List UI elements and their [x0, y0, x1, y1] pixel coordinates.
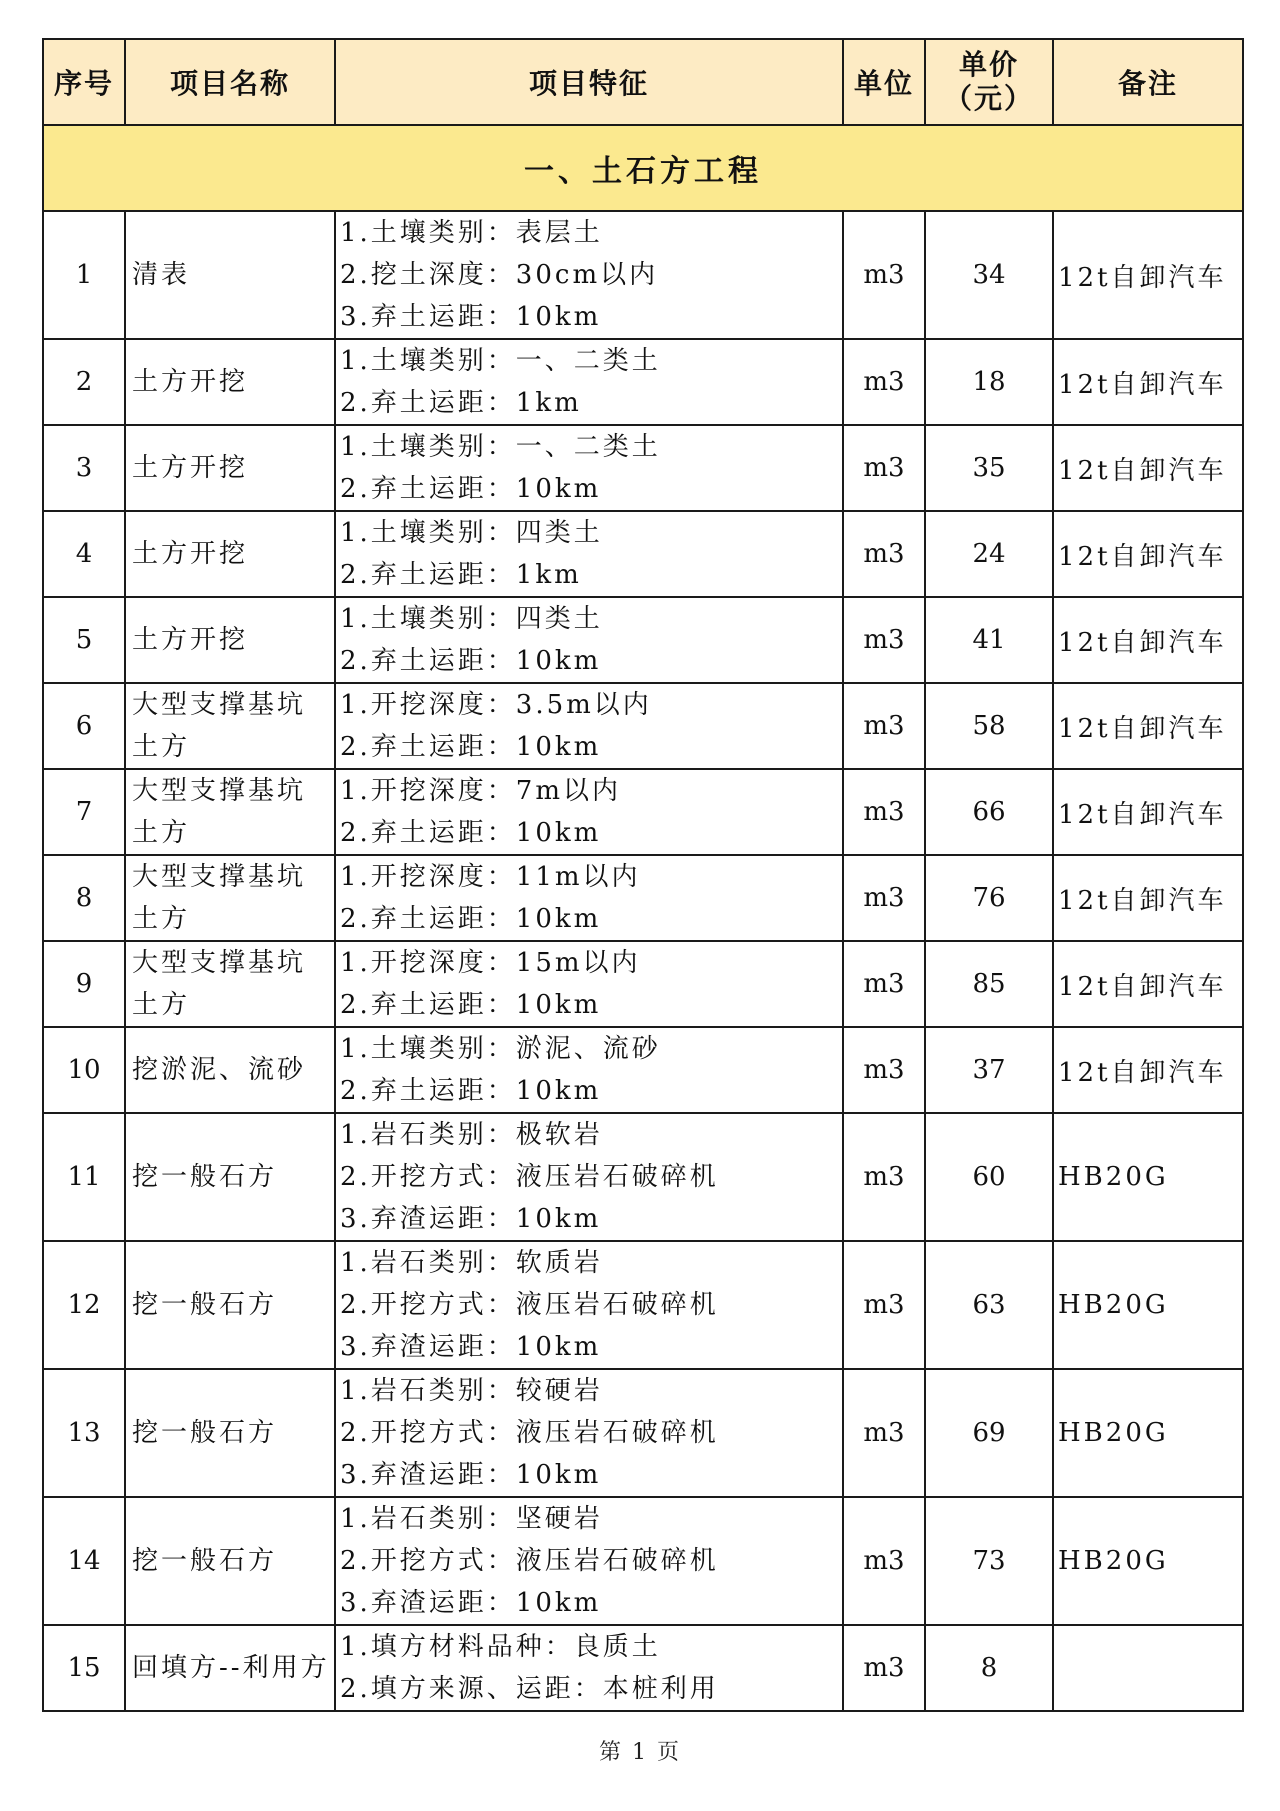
- row-number: 15: [43, 1625, 125, 1711]
- table-row: [43, 683, 1243, 769]
- row-number: 14: [43, 1497, 125, 1625]
- item-features: [335, 1113, 843, 1241]
- item-unit: m3: [843, 1625, 925, 1711]
- feature-line: 2.填方来源、运距：本桩利用: [340, 1674, 719, 1704]
- item-unit: m3: [843, 1497, 925, 1625]
- item-features: [335, 425, 843, 511]
- feature-line: 1.岩石类别：较硬岩: [340, 1376, 603, 1406]
- item-name: 土方开挖: [125, 511, 335, 597]
- item-name: 大型支撑基坑土方: [125, 941, 335, 1027]
- row-number: 2: [43, 339, 125, 425]
- item-unit: m3: [843, 511, 925, 597]
- feature-line: 1.土壤类别：淤泥、流砂: [340, 1034, 661, 1064]
- table-row: [43, 1113, 1243, 1241]
- item-price: 66: [925, 769, 1053, 855]
- item-price: 63: [925, 1241, 1053, 1369]
- row-number: 11: [43, 1113, 125, 1241]
- feature-line: 1.开挖深度：7m以内: [340, 776, 622, 806]
- item-features: [335, 211, 843, 339]
- feature-line: 3.弃渣运距：10km: [340, 1204, 602, 1234]
- row-number: 5: [43, 597, 125, 683]
- item-note: [1053, 1625, 1243, 1711]
- item-features: [335, 683, 843, 769]
- item-name: 土方开挖: [125, 339, 335, 425]
- feature-line: 1.土壤类别：表层土: [340, 218, 603, 248]
- item-name: 挖一般石方: [125, 1369, 335, 1497]
- item-price: 18: [925, 339, 1053, 425]
- item-features: [335, 1241, 843, 1369]
- item-note: HB20G: [1053, 1497, 1243, 1625]
- feature-line: 2.弃土运距：10km: [340, 904, 602, 934]
- table-row: [43, 339, 1243, 425]
- item-unit: m3: [843, 597, 925, 683]
- item-unit: m3: [843, 339, 925, 425]
- row-number: 4: [43, 511, 125, 597]
- feature-line: 1.岩石类别：坚硬岩: [340, 1504, 603, 1534]
- table-row: [43, 511, 1243, 597]
- item-name: 挖淤泥、流砂: [125, 1027, 335, 1113]
- row-number: 6: [43, 683, 125, 769]
- header-price: [925, 39, 1053, 125]
- section-title: 一、土石方工程: [43, 125, 1243, 211]
- table-row: [43, 1497, 1243, 1625]
- row-number: 13: [43, 1369, 125, 1497]
- item-name: 土方开挖: [125, 425, 335, 511]
- item-note: 12t自卸汽车: [1053, 683, 1243, 769]
- item-price: 34: [925, 211, 1053, 339]
- table-row: [43, 1241, 1243, 1369]
- item-price: 85: [925, 941, 1053, 1027]
- feature-line: 2.弃土运距：10km: [340, 1076, 602, 1106]
- row-number: 1: [43, 211, 125, 339]
- table-row: [43, 425, 1243, 511]
- row-number: 9: [43, 941, 125, 1027]
- item-name: 大型支撑基坑土方: [125, 683, 335, 769]
- item-unit: m3: [843, 1027, 925, 1113]
- item-unit: m3: [843, 1369, 925, 1497]
- item-price: 41: [925, 597, 1053, 683]
- item-note: 12t自卸汽车: [1053, 211, 1243, 339]
- row-number: 8: [43, 855, 125, 941]
- item-price: 73: [925, 1497, 1053, 1625]
- item-unit: m3: [843, 1113, 925, 1241]
- item-note: 12t自卸汽车: [1053, 1027, 1243, 1113]
- feature-line: 3.弃土运距：10km: [340, 302, 602, 332]
- item-unit: m3: [843, 769, 925, 855]
- feature-line: 1.土壤类别：四类土: [340, 604, 603, 634]
- item-note: 12t自卸汽车: [1053, 769, 1243, 855]
- item-name: 大型支撑基坑土方: [125, 855, 335, 941]
- item-unit: m3: [843, 683, 925, 769]
- item-note: HB20G: [1053, 1113, 1243, 1241]
- feature-line: 1.填方材料品种：良质土: [340, 1632, 661, 1662]
- item-unit: m3: [843, 1241, 925, 1369]
- feature-line: 3.弃渣运距：10km: [340, 1588, 602, 1618]
- item-unit: m3: [843, 941, 925, 1027]
- table-row: [43, 1369, 1243, 1497]
- item-note: 12t自卸汽车: [1053, 597, 1243, 683]
- feature-line: 2.弃土运距：10km: [340, 990, 602, 1020]
- item-features: [335, 1369, 843, 1497]
- item-features: [335, 339, 843, 425]
- feature-line: 1.开挖深度：11m以内: [340, 862, 641, 892]
- item-features: [335, 769, 843, 855]
- header-name: 项目名称: [125, 39, 335, 125]
- item-features: [335, 597, 843, 683]
- item-features: [335, 1027, 843, 1113]
- feature-line: 1.土壤类别：一、二类土: [340, 346, 661, 376]
- item-note: 12t自卸汽车: [1053, 941, 1243, 1027]
- feature-line: 2.弃土运距：1km: [340, 560, 582, 590]
- item-price: 24: [925, 511, 1053, 597]
- item-note: 12t自卸汽车: [1053, 339, 1243, 425]
- item-name: 清表: [125, 211, 335, 339]
- feature-line: 1.岩石类别：软质岩: [340, 1248, 603, 1278]
- item-price: 58: [925, 683, 1053, 769]
- item-price: 37: [925, 1027, 1053, 1113]
- feature-line: 3.弃渣运距：10km: [340, 1332, 602, 1362]
- item-name: 挖一般石方: [125, 1241, 335, 1369]
- item-note: 12t自卸汽车: [1053, 855, 1243, 941]
- feature-line: 1.土壤类别：一、二类土: [340, 432, 661, 462]
- item-features: [335, 941, 843, 1027]
- feature-line: 3.弃渣运距：10km: [340, 1460, 602, 1490]
- item-unit: m3: [843, 855, 925, 941]
- page-number: 第 1 页: [599, 1740, 681, 1765]
- section-row: [43, 125, 1243, 211]
- item-note: 12t自卸汽车: [1053, 511, 1243, 597]
- item-note: HB20G: [1053, 1369, 1243, 1497]
- table-row: [43, 1625, 1243, 1711]
- item-name: 回填方--利用方: [125, 1625, 335, 1711]
- header-row: [43, 39, 1243, 125]
- feature-line: 1.开挖深度：15m以内: [340, 948, 641, 978]
- item-price: 76: [925, 855, 1053, 941]
- header-price-line1: 单价: [958, 48, 1019, 81]
- row-number: 7: [43, 769, 125, 855]
- item-price: 35: [925, 425, 1053, 511]
- item-features: [335, 1625, 843, 1711]
- table-row: [43, 769, 1243, 855]
- item-name: 挖一般石方: [125, 1497, 335, 1625]
- table-row: [43, 1027, 1243, 1113]
- item-name: 挖一般石方: [125, 1113, 335, 1241]
- feature-line: 1.岩石类别：极软岩: [340, 1120, 603, 1150]
- item-name: 大型支撑基坑土方: [125, 769, 335, 855]
- feature-line: 2.弃土运距：10km: [340, 818, 602, 848]
- item-features: [335, 1497, 843, 1625]
- feature-line: 2.弃土运距：10km: [340, 474, 602, 504]
- feature-line: 2.开挖方式：液压岩石破碎机: [340, 1162, 719, 1192]
- header-features: 项目特征: [335, 39, 843, 125]
- feature-line: 2.弃土运距：1km: [340, 388, 582, 418]
- item-features: [335, 511, 843, 597]
- pricing-table: [42, 38, 1244, 1712]
- item-unit: m3: [843, 425, 925, 511]
- header-unit: 单位: [843, 39, 925, 125]
- item-price: 60: [925, 1113, 1053, 1241]
- header-price-line2: （元）: [943, 82, 1034, 115]
- feature-line: 1.开挖深度：3.5m以内: [340, 690, 652, 720]
- header-no: 序号: [43, 39, 125, 125]
- feature-line: 2.开挖方式：液压岩石破碎机: [340, 1290, 719, 1320]
- table-row: [43, 855, 1243, 941]
- item-note: 12t自卸汽车: [1053, 425, 1243, 511]
- feature-line: 2.开挖方式：液压岩石破碎机: [340, 1546, 719, 1576]
- row-number: 10: [43, 1027, 125, 1113]
- item-price: 8: [925, 1625, 1053, 1711]
- row-number: 12: [43, 1241, 125, 1369]
- table-row: [43, 941, 1243, 1027]
- item-note: HB20G: [1053, 1241, 1243, 1369]
- item-name: 土方开挖: [125, 597, 335, 683]
- table-row: [43, 211, 1243, 339]
- feature-line: 2.开挖方式：液压岩石破碎机: [340, 1418, 719, 1448]
- header-note: 备注: [1053, 39, 1243, 125]
- feature-line: 2.弃土运距：10km: [340, 732, 602, 762]
- item-unit: m3: [843, 211, 925, 339]
- item-price: 69: [925, 1369, 1053, 1497]
- feature-line: 1.土壤类别：四类土: [340, 518, 603, 548]
- row-number: 3: [43, 425, 125, 511]
- feature-line: 2.挖土深度：30cm以内: [340, 260, 659, 290]
- table-row: [43, 597, 1243, 683]
- item-features: [335, 855, 843, 941]
- feature-line: 2.弃土运距：10km: [340, 646, 602, 676]
